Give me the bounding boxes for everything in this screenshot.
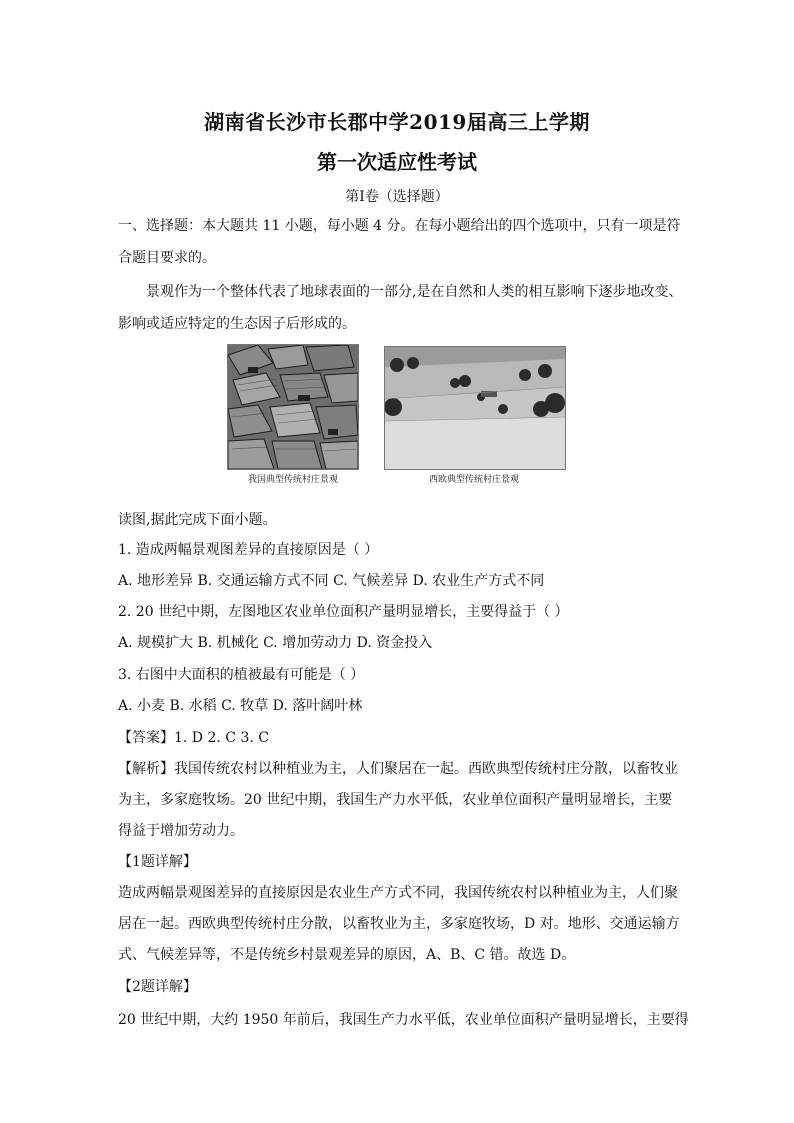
question-2-options: A. 规模扩大 B. 机械化 C. 增加劳动力 D. 资金投入 [118, 635, 433, 651]
passage-line-2: 影响或适应特定的生态因子后形成的。 [118, 316, 356, 332]
instruction-line-2: 合题目要求的。 [118, 250, 216, 266]
left-figure-caption: 我国典型传统村庄景观 [247, 475, 338, 485]
section-heading: 第I卷（选择题） [345, 189, 449, 205]
question-1: 1. 造成两幅景观图差异的直接原因是（ ） [118, 542, 379, 558]
detail-1-line-3: 式、气候差异等，不是传统乡村景观差异的原因，A、B、C 错。故选 D。 [118, 947, 576, 963]
chinese-village-photo [227, 344, 359, 470]
passage-line-1: 景观作为一个整体代表了地球表面的一部分,是在自然和人类的相互影响下逐步地改变、 [146, 284, 683, 300]
question-1-options: A. 地形差异 B. 交通运输方式不同 C. 气候差异 D. 农业生产方式不同 [118, 573, 545, 589]
detail-1-line-2: 居在一起。西欧典型传统村庄分散，以畜牧业为主，多家庭牧场，D 对。地形、交通运输方 [118, 916, 680, 932]
question-2: 2. 20 世纪中期，左图地区农业单位面积产量明显增长，主要得益于（ ） [118, 604, 569, 620]
title-line-1: 湖南省长沙市长郡中学2019届高三上学期 [204, 110, 590, 134]
instruction-line-1: 一、选择题：本大题共 11 小题，每小题 4 分。在每小题给出的四个选项中，只有一项是符 [118, 218, 681, 234]
analysis-line-3: 得益于增加劳动力。 [118, 823, 244, 839]
detail-2-line-1: 20 世纪中期，大约 1950 年前后，我国生产力水平低，农业单位面积产量明显增长，主要得 [118, 1012, 689, 1028]
question-prompt: 读图,据此完成下面小题。 [118, 512, 277, 528]
analysis-line-1: 【解析】我国传统农村以种植业为主，人们聚居在一起。西欧典型传统村庄分散，以畜牧业 [118, 761, 678, 777]
western-village-photo [384, 346, 566, 470]
detail-1-heading: 【1题详解】 [118, 854, 197, 870]
detail-2-heading: 【2题详解】 [118, 979, 197, 995]
right-figure-caption: 西欧典型传统村庄景观 [428, 475, 519, 485]
title-line-2: 第一次适应性考试 [317, 150, 477, 174]
answer-key: 【答案】1. D 2. C 3. C [118, 730, 269, 746]
detail-1-line-1: 造成两幅景观图差异的直接原因是农业生产方式不同，我国传统农村以种植业为主，人们聚 [118, 885, 678, 901]
analysis-line-2: 为主，多家庭牧场。20 世纪中期，我国生产力水平低，农业单位面积产量明显增长，主要 [118, 792, 673, 808]
question-3-options: A. 小麦 B. 水稻 C. 牧草 D. 落叶阔叶林 [118, 698, 363, 714]
question-3: 3. 右图中大面积的植被最有可能是（ ） [118, 667, 365, 683]
